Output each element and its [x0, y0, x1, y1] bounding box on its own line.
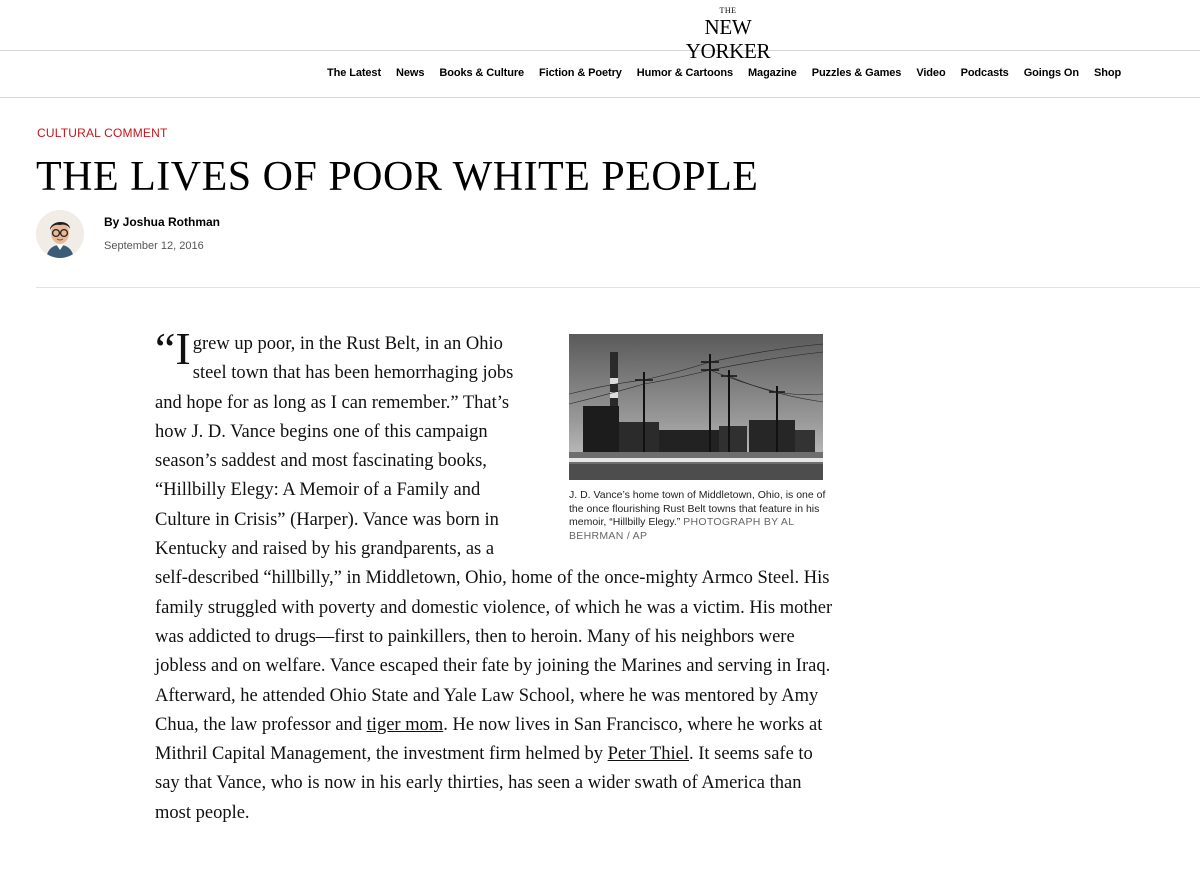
nav-item-news[interactable]: News [396, 67, 425, 79]
article-figure [569, 334, 835, 543]
logo-name: NEW YORKER [685, 15, 771, 63]
photo-credit: PHOTOGRAPH BY AL BEHRMAN / AP [569, 516, 794, 542]
paragraph-text-2: . He now lives in San Francisco, where he works at Mithril Capital Management, the investment firm helmed by [155, 714, 823, 765]
nav-item-latest[interactable]: The Latest [327, 67, 382, 79]
author-byline[interactable]: By Joshua Rothman [104, 215, 221, 229]
main-nav [0, 52, 1200, 98]
paragraph-text-3: . It seems safe to say that Vance, who is now in his early thirties, has seen a wider swath of America than most people. [155, 744, 813, 823]
nav-item-puzzles-games[interactable]: Puzzles & Games [811, 67, 902, 79]
dropcap: “I [155, 323, 191, 374]
author-portrait-icon [36, 210, 84, 258]
article-headline: THE LIVES OF POOR WHITE PEOPLE [36, 154, 759, 200]
nav-item-goings-on[interactable]: Goings On [1023, 67, 1080, 79]
nav-item-books-culture[interactable]: Books & Culture [439, 67, 525, 79]
paragraph-text-1: grew up poor, in the Rust Belt, in an Ohio steel town that has been hemorrhaging jobs and hope for as long as I can remember.” That’s how J. D. Vance begins one of this campaign season’s saddest and most fascinating books, “Hillbilly Elegy: A Memoir of a Family and Culture in Crisis” (Harper). Vance was born in Kentucky and raised by his grandparents, as a self-described “hillbilly,” in Middletown, Ohio, home of the once-mighty Armco Steel. His family struggled with poverty and domestic violence, of which he was a victim. His mother was addicted to drugs—first to painkillers, then to heroin. Many of his neighbors were jobless and on welfare. Vance escaped their fate by joining the Marines and serving in Iraq. Afterward, he attended Ohio State and Yale Law School, where he was mentored by Amy Chua, the law professor and [155, 334, 833, 735]
steel-mill-photo[interactable] [569, 334, 823, 480]
article-body [155, 323, 835, 828]
nav-item-fiction-poetry[interactable]: Fiction & Poetry [539, 67, 622, 79]
nav-item-magazine[interactable]: Magazine [747, 67, 797, 79]
nav-item-shop[interactable]: Shop [1094, 67, 1122, 79]
logo-the: THE [719, 6, 737, 15]
author-avatar[interactable] [36, 210, 84, 258]
link-tiger-mom[interactable]: tiger mom [366, 714, 444, 735]
publish-date: September 12, 2016 [104, 240, 204, 252]
masthead [0, 0, 1200, 63]
rubric-link[interactable]: CULTURAL COMMENT [37, 126, 168, 140]
nav-item-humor-cartoons[interactable]: Humor & Cartoons [636, 67, 733, 79]
link-peter-thiel[interactable]: Peter Thiel [607, 744, 689, 765]
header-divider [36, 287, 1200, 288]
nav-item-video[interactable]: Video [916, 67, 946, 79]
nav-item-podcasts[interactable]: Podcasts [960, 67, 1009, 79]
figure-caption [569, 489, 835, 543]
nav-list [327, 67, 1121, 79]
caption-text: J. D. Vance’s home town of Middletown, Ohio, is one of the once flourishing Rust Belt towns that feature in his memoir, “Hillbilly Elegy.” [569, 489, 826, 528]
